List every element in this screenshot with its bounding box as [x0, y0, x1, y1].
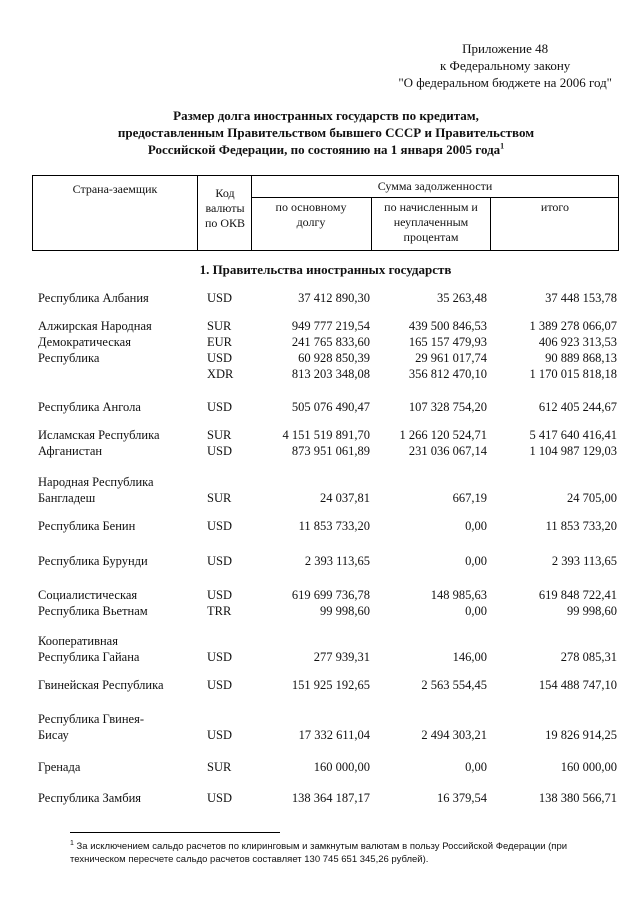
interest-amount: 667,19	[452, 491, 487, 505]
table-header	[32, 175, 619, 251]
principal-amount: 151 925 192,65	[291, 678, 370, 692]
principal-amount: 873 951 061,89	[291, 444, 370, 458]
country-name	[38, 518, 198, 534]
currency-code: USD	[207, 291, 233, 305]
interest-amount-column	[370, 518, 487, 534]
total-amount-column	[490, 790, 617, 806]
appendix-line-3: "О федеральном бюджете на 2006 год"	[398, 75, 612, 90]
country-name	[38, 474, 198, 506]
title-line-3-text: Российской Федерации, по состоянию на 1 января 2005 года	[147, 142, 501, 157]
total-amount: 619 848 722,41	[538, 588, 617, 602]
country-name	[38, 427, 198, 459]
header-divider	[197, 176, 198, 250]
principal-amount-column	[250, 587, 370, 619]
interest-amount: 16 379,54	[437, 791, 487, 805]
interest-amount: 146,00	[452, 650, 487, 664]
total-amount-column	[490, 518, 617, 534]
currency-code: USD	[207, 791, 233, 805]
principal-amount: 277 939,31	[313, 650, 370, 664]
country-name-line: Республика Бенин	[38, 519, 136, 533]
principal-amount: 60 928 850,39	[298, 351, 370, 365]
principal-amount-column	[250, 518, 370, 534]
total-amount: 5 417 640 416,41	[529, 428, 617, 442]
interest-amount-column	[370, 553, 487, 569]
country-name	[38, 711, 198, 743]
principal-amount-column	[250, 399, 370, 415]
appendix-line-2: к Федеральному закону	[439, 58, 571, 73]
title-line-2: предоставленным Правительством бывшего СССР и Правительством	[117, 125, 535, 140]
header-divider	[371, 198, 372, 250]
total-amount: 90 889 868,13	[545, 351, 617, 365]
principal-amount-column	[250, 677, 370, 693]
currency-code: USD	[207, 351, 233, 365]
total-amount: 406 923 313,53	[538, 335, 617, 349]
title-line-1: Размер долга иностранных государств по кредитам,	[173, 108, 479, 123]
total-amount-column	[490, 587, 617, 619]
interest-amount-column	[370, 490, 487, 506]
country-name-line: Алжирская Народная	[38, 319, 152, 333]
currency-code: SUR	[207, 428, 232, 442]
currency-code: SUR	[207, 760, 232, 774]
principal-amount: 949 777 219,54	[291, 319, 370, 333]
total-amount: 612 405 244,67	[538, 400, 617, 414]
currency-code: USD	[207, 678, 233, 692]
country-name	[38, 290, 198, 306]
currency-code: SUR	[207, 319, 232, 333]
total-amount: 24 705,00	[567, 491, 617, 505]
country-name-line: Республика Албания	[38, 291, 149, 305]
principal-amount: 17 332 611,04	[298, 728, 370, 742]
total-amount: 2 393 113,65	[551, 554, 617, 568]
country-name-line: Афганистан	[38, 444, 103, 458]
country-name-line: Республика Ангола	[38, 400, 141, 414]
header-interest: по начисленным и неуплаченным процентам	[384, 200, 478, 244]
appendix-line-1: Приложение 48	[462, 41, 549, 56]
header-divider	[251, 197, 618, 198]
total-amount-column	[490, 727, 617, 743]
interest-amount: 2 563 554,45	[421, 678, 487, 692]
currency-code: USD	[207, 588, 233, 602]
country-name	[38, 399, 198, 415]
country-name	[38, 318, 198, 366]
document-title	[40, 107, 612, 158]
total-amount: 1 389 278 066,07	[529, 319, 617, 333]
total-amount-column	[490, 677, 617, 693]
header-total: итого	[540, 200, 570, 214]
total-amount: 1 104 987 129,03	[529, 444, 617, 458]
interest-amount-column	[370, 427, 487, 459]
header-debt-sum: Сумма задолженности	[377, 179, 493, 193]
principal-amount: 160 000,00	[313, 760, 370, 774]
total-amount-column	[490, 427, 617, 459]
appendix-header	[398, 40, 612, 91]
country-name-line: Республика Гайана	[38, 650, 140, 664]
title-line-3	[40, 141, 612, 158]
country-name	[38, 553, 198, 569]
total-amount-column	[490, 318, 617, 382]
country-name	[38, 633, 198, 665]
principal-amount-column	[250, 290, 370, 306]
interest-amount-column	[370, 677, 487, 693]
interest-amount: 356 812 470,10	[408, 367, 487, 381]
title-footnote-mark: 1	[500, 141, 505, 151]
currency-code: SUR	[207, 491, 232, 505]
interest-amount: 0,00	[465, 760, 487, 774]
total-amount: 37 448 153,78	[545, 291, 617, 305]
principal-amount: 241 765 833,60	[291, 335, 370, 349]
principal-amount: 24 037,81	[320, 491, 370, 505]
total-amount-column	[490, 759, 617, 775]
principal-amount-column	[250, 759, 370, 775]
country-name-line: Республика	[38, 351, 100, 365]
interest-amount: 0,00	[465, 604, 487, 618]
header-currency-code: Код валюты по ОКВ	[204, 186, 246, 230]
principal-amount-column	[250, 490, 370, 506]
principal-amount: 619 699 736,78	[291, 588, 370, 602]
country-name	[38, 759, 198, 775]
total-amount-column	[490, 649, 617, 665]
country-name-line: Бисау	[38, 728, 69, 742]
principal-amount: 813 203 348,08	[291, 367, 370, 381]
interest-amount: 2 494 303,21	[421, 728, 487, 742]
interest-amount: 231 036 067,14	[408, 444, 487, 458]
country-name-line: Республика Вьетнам	[38, 604, 148, 618]
interest-amount: 0,00	[465, 519, 487, 533]
country-name-line: Республика Гвинея-	[38, 712, 144, 726]
country-name-line: Социалистическая	[38, 588, 138, 602]
principal-amount: 99 998,60	[320, 604, 370, 618]
total-amount: 278 085,31	[560, 650, 617, 664]
interest-amount: 1 266 120 524,71	[399, 428, 487, 442]
country-name-line: Гвинейская Республика	[38, 678, 164, 692]
currency-code: USD	[207, 444, 233, 458]
total-amount-column	[490, 553, 617, 569]
header-principal: по основному долгу	[275, 200, 347, 229]
country-name	[38, 790, 198, 806]
principal-amount-column	[250, 427, 370, 459]
principal-amount: 138 364 187,17	[291, 791, 370, 805]
total-amount-column	[490, 399, 617, 415]
country-name	[38, 587, 198, 619]
interest-amount: 148 985,63	[430, 588, 487, 602]
interest-amount-column	[370, 318, 487, 382]
currency-code: USD	[207, 650, 233, 664]
interest-amount-column	[370, 790, 487, 806]
interest-amount: 0,00	[465, 554, 487, 568]
interest-amount: 165 157 479,93	[408, 335, 487, 349]
currency-code: USD	[207, 554, 233, 568]
country-name-line: Республика Бурунди	[38, 554, 148, 568]
footnote-text: За исключением сальдо расчетов по клиринговым и замкнутым валютам в пользу Российской Федерации (при техническом пересчете сальдо расчетов составляет 130 745 651 345,26 рублей).	[70, 841, 568, 866]
country-name-line: Исламская Республика	[38, 428, 160, 442]
interest-amount-column	[370, 727, 487, 743]
interest-amount: 35 263,48	[437, 291, 487, 305]
principal-amount: 37 412 890,30	[298, 291, 370, 305]
footnote-mark: 1	[70, 840, 74, 847]
country-name	[38, 677, 198, 693]
country-name-line: Бангладеш	[38, 491, 96, 505]
total-amount: 11 853 733,20	[545, 519, 617, 533]
currency-code: USD	[207, 728, 233, 742]
total-amount-column	[490, 490, 617, 506]
interest-amount: 29 961 017,74	[415, 351, 487, 365]
country-name-line: Демократическая	[38, 335, 131, 349]
interest-amount: 439 500 846,53	[408, 319, 487, 333]
footnote	[70, 837, 615, 866]
principal-amount-column	[250, 649, 370, 665]
total-amount: 99 998,60	[567, 604, 617, 618]
total-amount: 154 488 747,10	[538, 678, 617, 692]
total-amount: 160 000,00	[560, 760, 617, 774]
interest-amount-column	[370, 759, 487, 775]
section-title: 1. Правительства иностранных государств	[199, 262, 452, 277]
currency-code: EUR	[207, 335, 232, 349]
interest-amount: 107 328 754,20	[408, 400, 487, 414]
principal-amount: 11 853 733,20	[298, 519, 370, 533]
principal-amount: 2 393 113,65	[304, 554, 370, 568]
currency-code: TRR	[207, 604, 232, 618]
country-name-line: Народная Республика	[38, 475, 154, 489]
interest-amount-column	[370, 290, 487, 306]
country-name-line: Гренада	[38, 760, 81, 774]
currency-code: USD	[207, 519, 233, 533]
total-amount: 19 826 914,25	[545, 728, 617, 742]
principal-amount-column	[250, 318, 370, 382]
header-country: Страна-заемщик	[72, 182, 158, 196]
currency-code: USD	[207, 400, 233, 414]
interest-amount-column	[370, 587, 487, 619]
currency-code: XDR	[207, 367, 234, 381]
principal-amount: 4 151 519 891,70	[282, 428, 370, 442]
total-amount-column	[490, 290, 617, 306]
footnote-divider	[70, 832, 280, 833]
principal-amount-column	[250, 727, 370, 743]
interest-amount-column	[370, 399, 487, 415]
principal-amount-column	[250, 790, 370, 806]
principal-amount: 505 076 490,47	[291, 400, 370, 414]
total-amount: 1 170 015 818,18	[529, 367, 617, 381]
country-name-line: Кооперативная	[38, 634, 118, 648]
interest-amount-column	[370, 649, 487, 665]
country-name-line: Республика Замбия	[38, 791, 142, 805]
total-amount: 138 380 566,71	[538, 791, 617, 805]
principal-amount-column	[250, 553, 370, 569]
